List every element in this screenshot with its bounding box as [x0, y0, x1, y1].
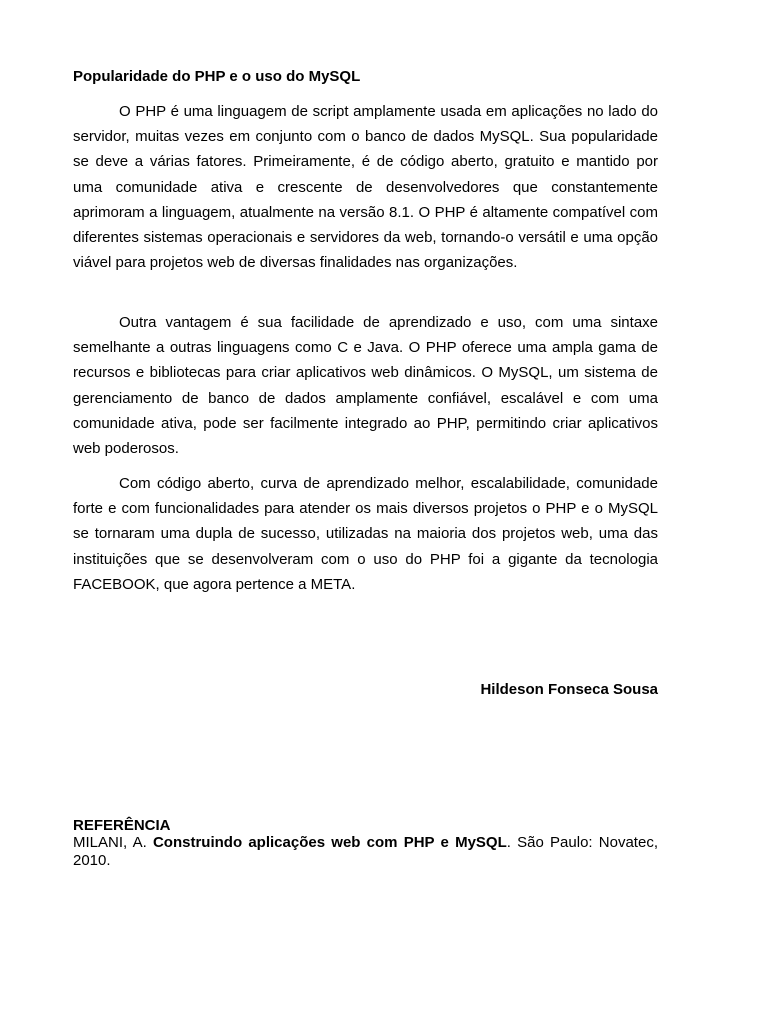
reference-entry — [73, 834, 658, 870]
reference-author: MILANI, A. — [73, 834, 153, 851]
body-paragraph-1: O PHP é uma linguagem de script amplamente usada em aplicações no lado do servidor, muitas vezes em conjunto com o banco de dados MySQL. Sua popularidade se deve a várias fatores. Primeiramente, é de código aberto, gratuito e mantido por uma comunidade ativa e crescente de desenvolvedores que constantemente aprimoram a linguagem, atualmente na versão 8.1. O PHP é altamente compatível com diferentes sistemas operacionais e servidores da web, tornando-o versátil e uma opção viável para projetos web de diversas finalidades nas organizações. — [73, 103, 658, 272]
document-title: Popularidade do PHP e o uso do MySQL — [73, 68, 361, 85]
body-paragraph-3: Com código aberto, curva de aprendizado melhor, escalabilidade, comunidade forte e com funcionalidades para atender os mais diversos projetos o PHP e o MySQL se tornaram uma dupla de sucesso, utilizadas na maioria dos projetos web, uma das instituições que se desenvolveram com o uso do PHP foi a gigante da tecnologia FACEBOOK, que agora pertence a META. — [73, 475, 658, 593]
author-signature: Hildeson Fonseca Sousa — [480, 681, 658, 698]
reference-heading: REFERÊNCIA — [73, 817, 171, 834]
body-paragraph-2: Outra vantagem é sua facilidade de aprendizado e uso, com uma sintaxe semelhante a outras linguagens como C e Java. O PHP oferece uma ampla gama de recursos e bibliotecas para criar aplicativos web dinâmicos. O MySQL, um sistema de gerenciamento de banco de dados amplamente confiável, escalável e com uma comunidade ativa, pode ser facilmente integrado ao PHP, permitindo criar aplicativos web poderosos. — [73, 314, 658, 458]
reference-work-title: Construindo aplicações web com PHP e MySQL — [152, 834, 507, 851]
reference-publication: . São Paulo: Novatec, 2010. — [73, 834, 658, 869]
